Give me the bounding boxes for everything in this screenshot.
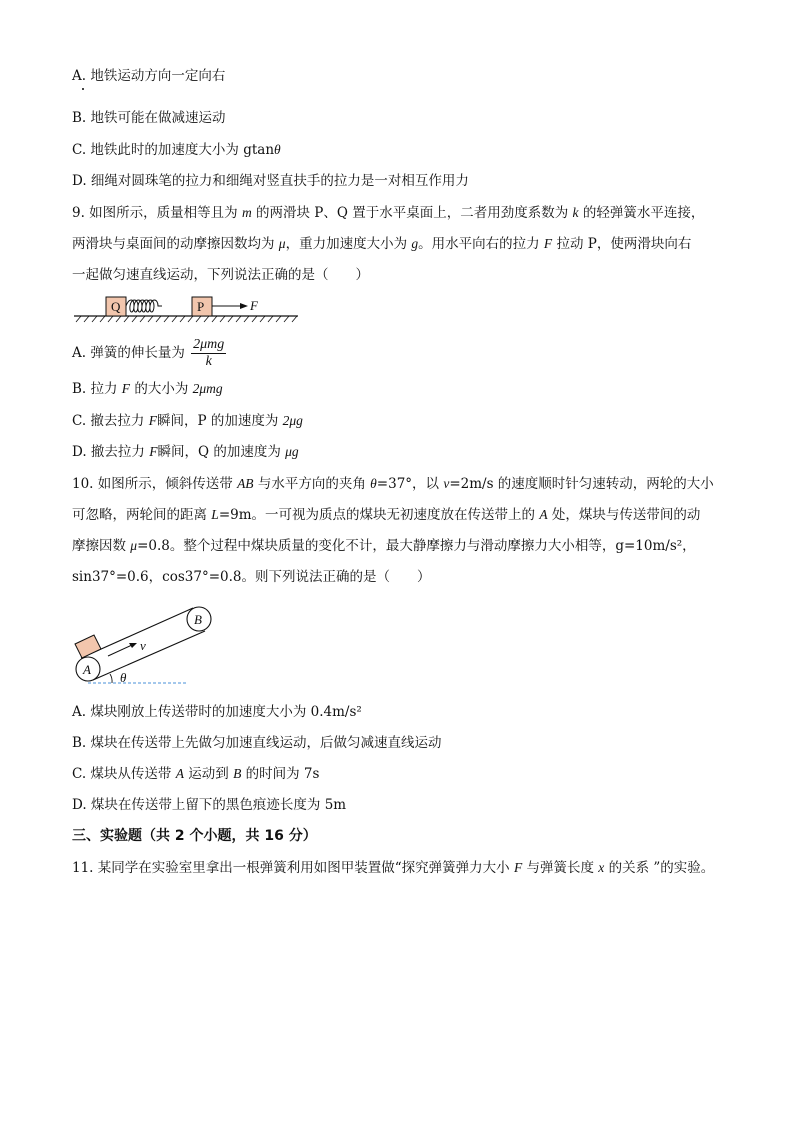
q10-stem-line3: 摩擦因数 μ=0.8。整个过程中煤块质量的变化不计，最大静摩擦力与滑动摩擦力大小相等，g=10m/s²， — [72, 538, 696, 554]
q10-stem-line2: 可忽略，两轮间的距离 L=9m。一可视为质点的煤块无初速度放在传送带上的 A 处，煤块与传送带间的动 — [72, 507, 701, 523]
q8-option-a: A. 地铁运动方向一定向右 — [72, 68, 226, 84]
q8-option-d: D. 细绳对圆珠笔的拉力和细绳对竖直扶手的拉力是一对相互作用力 — [72, 173, 469, 189]
velocity-label: v — [140, 638, 146, 653]
force-label: F — [250, 298, 258, 313]
q10-option-b: B. 煤块在传送带上先做匀加速直线运动，后做匀减速直线运动 — [72, 735, 442, 751]
velocity-arrow — [108, 645, 132, 656]
angle-arc — [110, 674, 112, 683]
q10-stem-line1: 10. 如图所示，倾斜传送带 AB 与水平方向的夹角 θ=37°，以 v=2m/s 的速度顺时针匀速转动，两轮的大小 — [72, 476, 714, 492]
q9-spring-blocks-figure — [72, 294, 302, 328]
q10-stem-line4: sin37°=0.6，cos37°=0.8。则下列说法正确的是（ ） — [72, 569, 431, 585]
q9-option-d: D. 撤去拉力 F瞬间，Q 的加速度为 μg — [72, 444, 299, 460]
q10-option-a: A. 煤块刚放上传送带时的加速度大小为 0.4m/s² — [72, 704, 362, 720]
spring — [126, 300, 162, 312]
q9-option-c: C. 撤去拉力 F瞬间，P 的加速度为 2μg — [72, 413, 303, 429]
force-arrow-head — [240, 303, 248, 309]
coal-block — [75, 635, 101, 658]
q11-stem: 11. 某同学在实验室里拿出一根弹簧利用如图甲装置做“探究弹簧弹力大小 F 与弹簧长度 x 的关系 ”的实验。 — [72, 860, 715, 876]
q10-conveyor-figure — [70, 598, 230, 690]
q9-stem-line1: 9. 如图所示，质量相等且为 m 的两滑块 P、Q 置于水平桌面上，二者用劲度系数为 k 的轻弹簧水平连接， — [72, 205, 705, 221]
stray-dot — [82, 88, 84, 90]
section-heading: 三、实验题（共 2 个小题，共 16 分） — [72, 828, 317, 844]
angle-label: θ — [120, 670, 127, 685]
block-p-label: P — [197, 299, 205, 314]
q9-option-b: B. 拉力 F 的大小为 2μmg — [72, 381, 223, 397]
block-q-label: Q — [111, 299, 121, 314]
wheel-b-label: B — [194, 612, 202, 627]
q8-option-c: C. 地铁此时的加速度大小为 gtanθ — [72, 142, 281, 158]
q9-option-a: A. 弹簧的伸长量为 $\frac{\text{2μmg}}{k}$ — [72, 337, 225, 369]
q9-stem-line3: 一起做匀速直线运动，下列说法正确的是（ ） — [72, 267, 369, 283]
q9-stem-line2: 两滑块与桌面间的动摩擦因数均为 μ，重力加速度大小为 g。用水平向右的拉力 F 拉动 P，使两滑块向右 — [72, 236, 692, 252]
q8-option-b: B. 地铁可能在做减速运动 — [72, 110, 226, 126]
fraction: $\frac{\text{2μmg}}{k}$ — [193, 337, 225, 369]
q10-option-c: C. 煤块从传送带 A 运动到 B 的时间为 7s — [72, 766, 320, 782]
wheel-a-label: A — [83, 662, 91, 677]
q10-option-d: D. 煤块在传送带上留下的黑色痕迹长度为 5m — [72, 797, 347, 813]
